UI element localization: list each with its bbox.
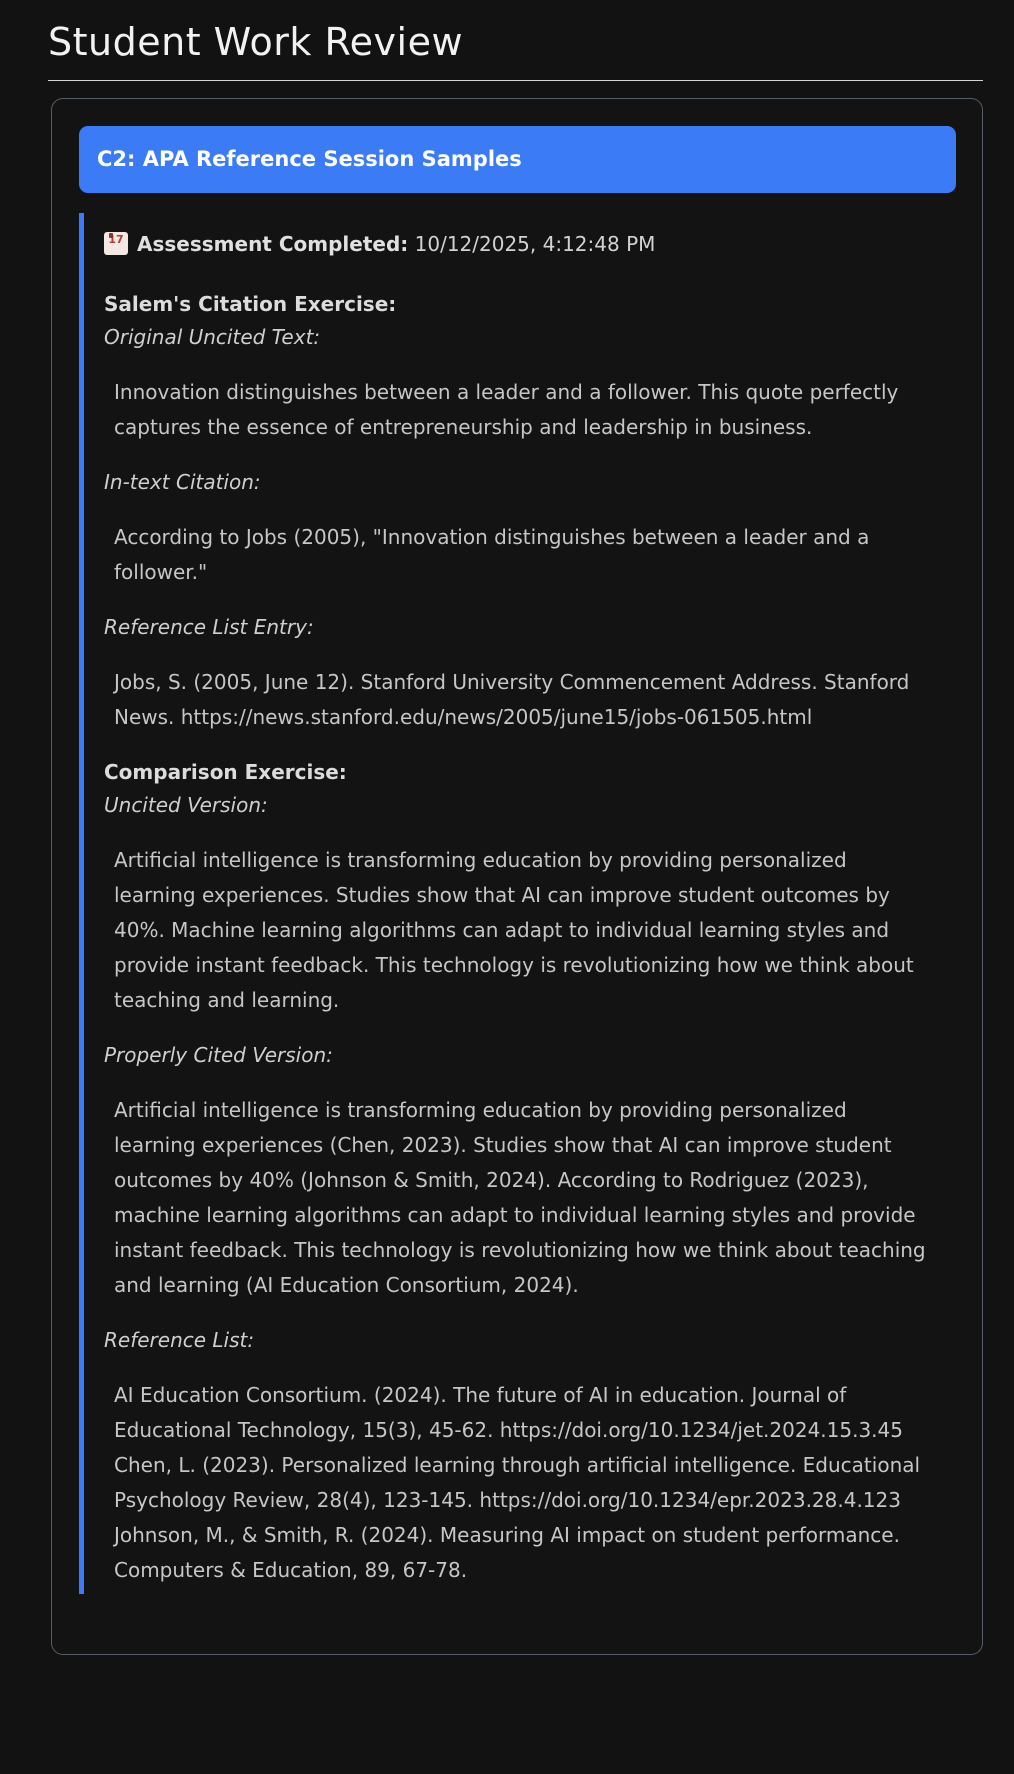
assessment-label: Assessment Completed: — [137, 231, 409, 256]
page — [48, 20, 983, 1655]
paragraph-properly-cited-version: Artificial intelligence is transforming education by providing personalized learning experiences (Chen, 2023). Studies show that AI can improve student outcomes by 40% (Johnson & Smith, 2024). According to Rodriguez (2023), machine learning algorithms can adapt to individual learning styles and provide instant feedback. This technology is revolutionizing how we think about teaching and learning (AI Education Consortium, 2024). — [114, 1097, 926, 1297]
item-label-reference-list-entry: Reference List Entry: — [104, 614, 314, 639]
calendar-icon — [104, 232, 128, 255]
paragraph-reference-list-entry: Jobs, S. (2005, June 12). Stanford University Commencement Address. Stanford News. https://news.stanford.edu/news/2005/june15/jobs-061505.html — [114, 669, 910, 729]
title-divider — [48, 80, 983, 81]
item-label-uncited-version: Uncited Version: — [104, 792, 268, 817]
item-label-properly-cited-version: Properly Cited Version: — [104, 1042, 333, 1067]
session-content — [79, 213, 956, 1594]
paragraph-original-uncited-text: Innovation distinguishes between a leader and a follower. This quote perfectly captures the essence of entrepreneurship and leadership in business. — [114, 379, 899, 439]
item-label-reference-list: Reference List: — [104, 1327, 255, 1352]
paragraph-reference-list: AI Education Consortium. (2024). The future of AI in education. Journal of Educational Technology, 15(3), 45-62. https://doi.org/10.1234/jet.2024.15.3.45 Chen, L. (2023). Personalized learning through artificial intelligence. Educational Psychology Review, 28(4), 123-145. https://doi.org/10.1234/epr.2023.28.4.123 Johnson, M., & Smith, R. (2024). Measuring AI impact on student performance. Computers & Education, 89, 67-78. — [114, 1382, 921, 1582]
page-title: Student Work Review — [48, 20, 464, 64]
calendar-icon-day: 17 — [108, 232, 124, 246]
assessment-meta — [104, 230, 956, 258]
section-title: Comparison Exercise: — [104, 759, 347, 784]
item-label-in-text-citation: In-text Citation: — [104, 469, 261, 494]
assessment-timestamp: 10/12/2025, 4:12:48 PM — [414, 231, 656, 256]
section-comparison-exercise — [104, 756, 956, 1588]
item-label-original-uncited-text: Original Uncited Text: — [104, 324, 321, 349]
review-card — [51, 98, 983, 1655]
paragraph-uncited-version: Artificial intelligence is transforming education by providing personalized learning experiences. Studies show that AI can improve student outcomes by 40%. Machine learning algorithms can adapt to individual learning styles and provide instant feedback. This technology is revolutionizing how we think about teaching and learning. — [114, 847, 914, 1012]
session-header: C2: APA Reference Session Samples — [79, 126, 956, 193]
paragraph-in-text-citation: According to Jobs (2005), "Innovation distinguishes between a leader and a follower." — [114, 524, 870, 584]
section-title: Salem's Citation Exercise: — [104, 291, 397, 316]
section-citation-exercise — [104, 288, 956, 735]
